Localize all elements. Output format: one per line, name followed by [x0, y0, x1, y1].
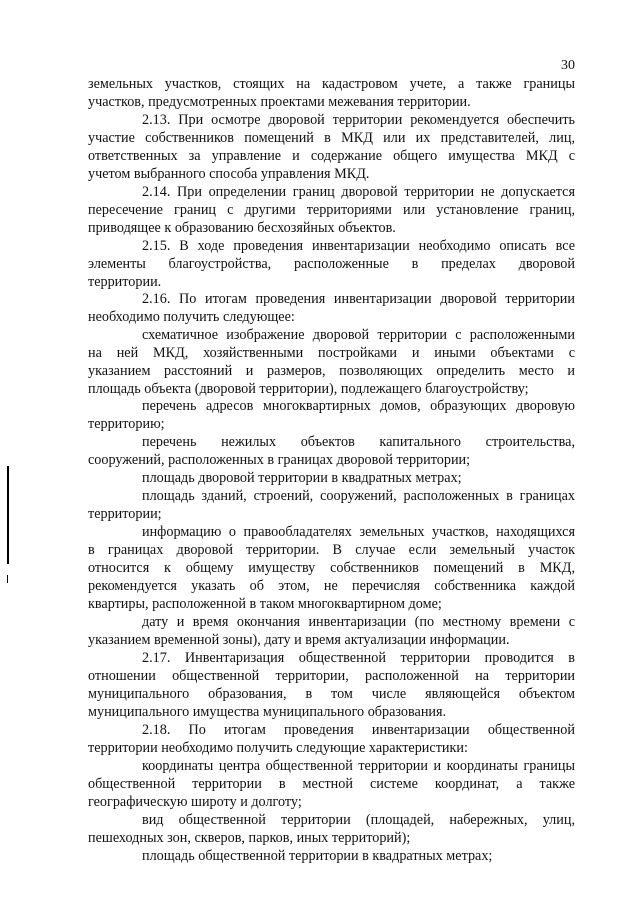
text-line: схематичное изображение дворовой территории с расположенными: [142, 327, 575, 343]
text-line: вид общественной территории (площадей, набережных, улиц,: [142, 812, 575, 828]
text-line: территории.: [88, 274, 162, 290]
text-line: необходимо получить следующее:: [88, 309, 295, 325]
text-line: территорию;: [88, 416, 165, 432]
text-line: муниципального имущества муниципального образования.: [88, 704, 447, 720]
text-line: 2.17. Инвентаризация общественной территории проводится в: [142, 650, 575, 666]
text-line: общественной территории в местной системе координат, а также: [88, 776, 575, 792]
margin-mark-small: [7, 575, 8, 583]
text-line: площадь объекта (дворовой территории), подлежащего благоустройству;: [88, 381, 529, 397]
text-line: земельных участков, стоящих на кадастровом учете, а также границы: [88, 76, 575, 92]
text-line: указанием временной зоны), дату и время актуализации информации.: [88, 632, 510, 648]
text-line: географическую широту и долготу;: [88, 794, 302, 810]
text-line: на ней МКД, хозяйственными постройками и иными объектами с: [88, 345, 575, 361]
text-line: в границах дворовой территории. В случае если земельный участок: [88, 542, 575, 558]
text-line: 2.15. В ходе проведения инвентаризации необходимо описать все: [142, 238, 575, 254]
text-line: 2.13. При осмотре дворовой территории рекомендуется обеспечить: [142, 112, 575, 128]
text-line: участков, предусмотренных проектами межевания территории.: [88, 94, 471, 110]
text-line: территории;: [88, 506, 162, 522]
text-line: участие собственников помещений в МКД или их представителей, лиц,: [88, 130, 575, 146]
text-line: 2.14. При определении границ дворовой территории не допускается: [142, 184, 575, 200]
text-line: ответственных за управление и содержание общего имущества МКД с: [88, 148, 575, 164]
text-line: территории необходимо получить следующие характеристики:: [88, 740, 468, 756]
margin-mark: [7, 466, 9, 564]
text-line: муниципального образования, в том числе являющейся объектом: [88, 686, 575, 702]
text-line: перечень нежилых объектов капитального строительства,: [142, 434, 575, 450]
text-line: отношении общественной территории, расположенной на территории: [88, 668, 575, 684]
text-line: квартиры, расположенной в таком многоквартирном доме;: [88, 596, 442, 612]
text-line: пешеходных зон, скверов, парков, иных территорий);: [88, 830, 411, 846]
page-number: 30: [561, 58, 575, 73]
text-line: учетом выбранного способа управления МКД.: [88, 166, 370, 182]
text-line: 2.16. По итогам проведения инвентаризации дворовой территории: [142, 291, 575, 307]
text-line: пересечение границ с другими территориями или установление границ,: [88, 202, 575, 218]
text-line: рекомендуется указать об этом, не перечисляя собственника каждой: [88, 578, 575, 594]
text-line: площадь зданий, строений, сооружений, расположенных в границах: [142, 488, 575, 504]
text-line: указанием расстояний и размеров, позволяющих определить место и: [88, 363, 575, 379]
text-line: координаты центра общественной территории и координаты границы: [142, 758, 575, 774]
text-line: приводящее к образованию бесхозяйных объектов.: [88, 220, 396, 236]
text-line: площадь дворовой территории в квадратных метрах;: [142, 470, 462, 486]
text-line: 2.18. По итогам проведения инвентаризации общественной: [142, 722, 575, 738]
text-line: площадь общественной территории в квадратных метрах;: [142, 848, 493, 864]
text-line: дату и время окончания инвентаризации (по местному времени с: [142, 614, 575, 630]
text-line: относится к общему имуществу собственников помещений в МКД,: [88, 560, 575, 576]
text-line: сооружений, расположенных в границах дворовой территории;: [88, 452, 471, 468]
text-line: перечень адресов многоквартирных домов, образующих дворовую: [142, 398, 575, 414]
text-line: элементы благоустройства, расположенные в пределах дворовой: [88, 256, 575, 272]
text-line: информацию о правообладателях земельных участков, находящихся: [142, 524, 575, 540]
